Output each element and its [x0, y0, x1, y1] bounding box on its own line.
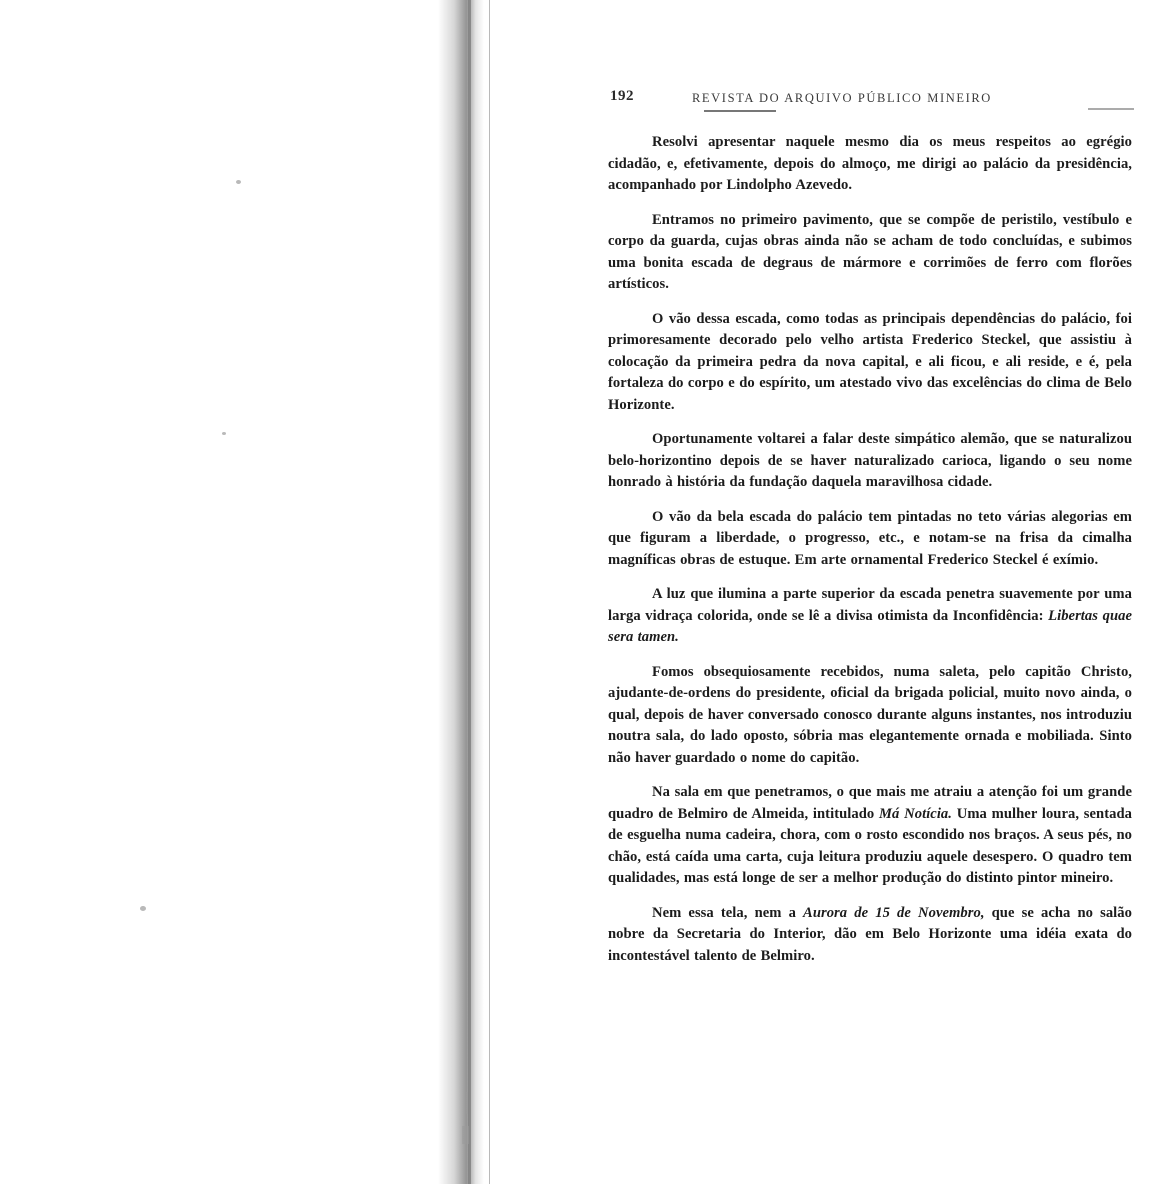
scan-mark	[462, 1126, 469, 1144]
paragraph-text-continued: Uma mulher loura, sentada de esguelha numa cadeira, chora, com o rosto escondido nos braços. A seus pés, no chão, está caída uma carta, cuja leitura produziu aquele desespero. O quadro tem qualidades, mas está longe de ser a melhor produção do distinto pintor mineiro.	[608, 805, 1132, 886]
running-head-rule-left	[704, 110, 776, 112]
scan-speck	[236, 180, 241, 184]
scan-artifacts	[0, 0, 500, 1184]
running-head	[596, 88, 1136, 122]
paragraph-text: Na sala em que penetramos, o que mais me atraiu a atenção foi um grande quadro de Belmiro de Almeida, intitulado	[608, 784, 1132, 822]
page-number: 192	[610, 88, 634, 104]
paragraph-with-painting-title	[608, 782, 1132, 890]
paragraph: Fomos obsequiosamente recebidos, numa saleta, pelo capitão Christo, ajudante-de-ordens do presidente, oficial da brigada policial, muito novo ainda, o qual, depois de haver conversado conosco durante alguns instantes, nos introduziu noutra sala, do lado oposto, sóbria mas elegantemente ornada e mobiliada. Sinto não haver guardado o nome do capitão.	[608, 663, 1132, 766]
scan-speck	[140, 906, 146, 911]
paragraph-text: A luz que ilumina a parte superior da escada penetra suavemente por uma larga vidraça colorida, onde se lê a divisa otimista da Inconfidência:	[608, 586, 1132, 624]
paragraph: O vão da bela escada do palácio tem pintadas no teto várias alegorias em que figuram a liberdade, o progresso, etc., e notam-se na frisa da cimalha magníficas obras de estuque. Em arte ornamental Frederico Steckel é exímio.	[608, 508, 1132, 568]
painting-title: Má Notícia.	[879, 805, 952, 822]
paragraph: Resolvi apresentar naquele mesmo dia os meus respeitos ao egrégio cidadão, e, efetivamente, depois do almoço, me dirigi ao palácio da presidência, acompanhado por Lindolpho Azevedo.	[608, 134, 1132, 193]
book-gutter-line	[468, 0, 471, 1184]
paragraph-with-painting-title-aurora	[608, 903, 1132, 968]
paragraph-text-continued: que se acha no salão nobre da Secretaria do Interior, dão em Belo Horizonte uma idéia exata do incontestável talento de Belmiro.	[608, 904, 1132, 964]
book-gutter-shadow	[438, 0, 484, 1184]
painting-title-aurora: Aurora de 15 de Novembro,	[803, 904, 985, 921]
page-column	[596, 88, 1136, 967]
paragraph: Entramos no primeiro pavimento, que se compõe de peristilo, vestíbulo e corpo da guarda, cujas obras ainda não se acham de todo concluídas, e subimos uma bonita escada de degraus de mármore e corrimões de ferro com florões artísticos.	[608, 211, 1132, 292]
paragraph: O vão dessa escada, como todas as principais dependências do palácio, foi primoresamente decorado pelo velho artista Frederico Steckel, que assistiu à colocação da primeira pedra da nova capital, e ali ficou, e ali reside, e é, pela fortaleza do corpo e do espírito, um atestado vivo das excelências do clima de Belo Horizonte.	[608, 310, 1132, 413]
latin-motto: Libertas quae sera tamen.	[608, 607, 1132, 645]
paragraph: Oportunamente voltarei a falar deste simpático alemão, que se naturalizou belo-horizontino depois de se haver naturalizado carioca, ligando o seu nome honrado à história da fundação daquela maravilhosa cidade.	[608, 431, 1132, 490]
paragraph-text: Nem essa tela, nem a	[652, 904, 796, 921]
running-head-rule-right	[1088, 108, 1134, 110]
page-edge-line	[489, 0, 490, 1184]
running-head-title: REVISTA DO ARQUIVO PÚBLICO MINEIRO	[692, 91, 992, 105]
body-text	[596, 132, 1136, 967]
paragraph-with-latin-motto	[608, 584, 1132, 649]
scan-mark	[466, 1092, 468, 1114]
scan-speck	[222, 432, 226, 435]
